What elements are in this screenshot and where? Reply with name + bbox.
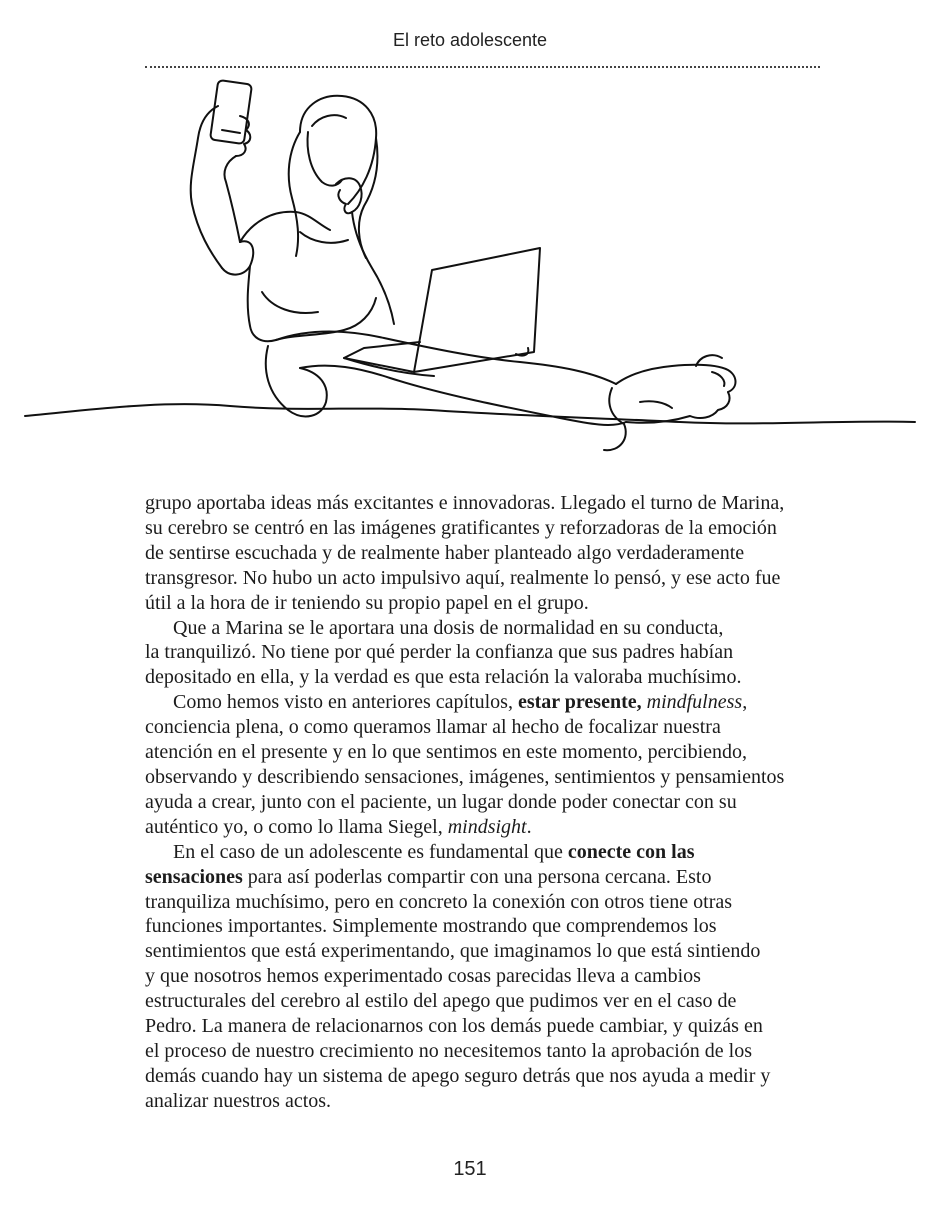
text-line: atención en el presente y en lo que sentimos en este momento, percibiendo,: [145, 741, 748, 764]
page-number: 151: [453, 1158, 487, 1180]
line-drawing-girl-selfie-laptop-icon: [0, 72, 940, 472]
paragraph-4: [145, 840, 820, 1114]
header-dotted-rule: [145, 66, 820, 68]
text-line: Pedro. La manera de relacionarnos con los demás puede cambiar, y quizás en: [145, 1015, 763, 1038]
text-line: la tranquilizó. No tiene por qué perder la confianza que sus padres habían: [145, 641, 734, 664]
text-line: y que nosotros hemos experimentado cosas parecidas lleva a cambios: [145, 965, 701, 988]
text-line: depositado en ella, y la verdad es que esta relación la valoraba muchísimo.: [145, 666, 742, 689]
text-line: sentimientos que está experimentando, que imaginamos lo que está sintiendo: [145, 940, 761, 963]
italic-term: mindsight: [447, 815, 527, 838]
text-run: ,: [742, 691, 748, 714]
bold-term: sensaciones: [145, 865, 243, 888]
text-line: observando y describiendo sensaciones, imágenes, sentimientos y pensamientos: [145, 765, 785, 788]
text-run: auténtico yo, o como lo llama Siegel,: [145, 815, 448, 838]
paragraph-3: [145, 690, 820, 839]
body-text: [145, 491, 820, 1114]
text-line: transgresor. No hubo un acto impulsivo aquí, realmente lo pensó, y ese acto fue: [145, 566, 781, 589]
text-run: .: [526, 815, 532, 838]
bold-term: conecte con las: [567, 840, 695, 863]
text-line: su cerebro se centró en las imágenes gratificantes y reforzadoras de la emoción: [145, 516, 777, 539]
text-run: para así poderlas compartir con una persona cercana. Esto: [242, 865, 712, 888]
running-header: El reto adolescente: [392, 30, 548, 50]
text-line: conciencia plena, o como queramos llamar al hecho de focalizar nuestra: [145, 716, 721, 739]
italic-term: mindfulness: [646, 691, 743, 714]
text-run: Como hemos visto en anteriores capítulos,: [173, 691, 518, 714]
text-run: En el caso de un adolescente es fundamental que: [173, 840, 568, 863]
text-line: el proceso de nuestro crecimiento no necesitemos tanto la aprobación de los: [145, 1039, 753, 1062]
text-line: demás cuando hay un sistema de apego seguro detrás que nos ayuda a medir y: [145, 1064, 771, 1087]
paragraph-1: [145, 491, 820, 616]
illustration: [0, 72, 940, 472]
text-line: grupo aportaba ideas más excitantes e innovadoras. Llegado el turno de Marina,: [145, 492, 785, 514]
text-line: Que a Marina se le aportara una dosis de normalidad en su conducta,: [173, 616, 724, 639]
text-line: estructurales del cerebro al estilo del apego que pudimos ver en el caso de: [145, 990, 737, 1013]
text-line: tranquiliza muchísimo, pero en concreto la conexión con otros tiene otras: [145, 890, 733, 913]
text-line: analizar nuestros actos.: [145, 1089, 332, 1112]
bold-term: estar presente,: [517, 691, 642, 714]
text-line: funciones importantes. Simplemente mostrando que comprendemos los: [145, 915, 717, 938]
paragraph-2: [145, 616, 820, 691]
text-line: útil a la hora de ir teniendo su propio papel en el grupo.: [145, 591, 589, 614]
text-line: ayuda a crear, junto con el paciente, un lugar donde poder conectar con su: [145, 790, 737, 813]
text-line: de sentirse escuchada y de realmente haber planteado algo verdaderamente: [145, 541, 745, 564]
